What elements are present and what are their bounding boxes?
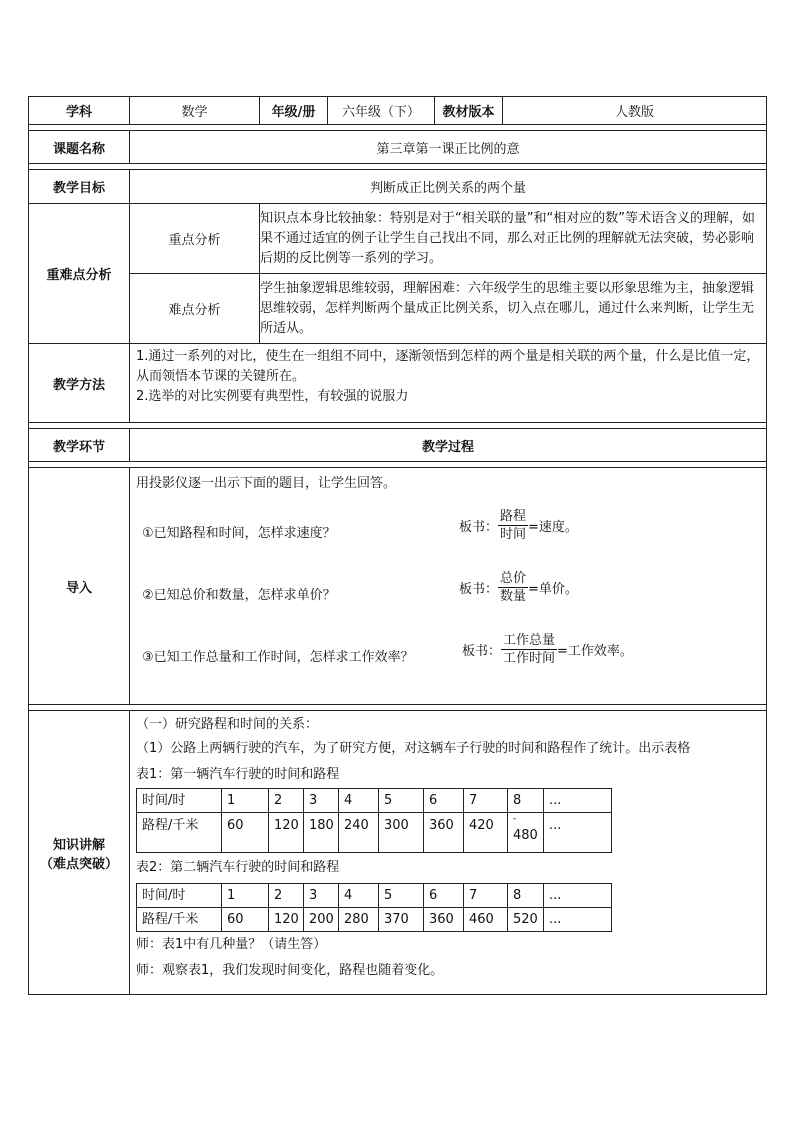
stacked-bottom: 480 [513,828,538,843]
board-label: 板书： [462,644,502,659]
fraction-2 [498,570,528,605]
lesson-row [29,131,767,164]
goal-value: 判断成正比例关系的两个量 [130,170,767,204]
subject-label: 学科 [29,97,130,125]
knowledge-content [130,711,767,995]
table-cell: 5 [379,789,424,813]
method-label: 教学方法 [29,344,130,423]
goal-label: 教学目标 [29,170,130,204]
table-cell: 7 [464,789,508,813]
data-table-2 [136,883,612,932]
table2-distance-row [137,908,612,932]
question-2-text: ②已知总价和数量，怎样求单价？ [142,588,336,603]
key-analysis-label: 重点分析 [130,204,260,274]
fraction-3 [501,632,557,667]
fraction-1-result: =速度。 [528,520,578,535]
table-cell: ... [544,908,612,932]
knowledge-heading: （一）研究路程和时间的关系： [136,717,319,732]
process-header-left: 教学环节 [29,429,130,462]
table-cell: 时间/时 [137,884,222,908]
table2-title: 表2：第二辆汽车行驶的时间和路程 [136,860,340,875]
knowledge-row [29,711,767,995]
lesson-title: 第三章第一课正比例的意 [130,131,767,164]
table-cell: 60 [222,813,269,853]
table-cell: 6 [424,884,464,908]
board-note-3 [462,632,633,667]
board-note-1 [459,508,578,543]
table-cell: 360 [424,813,464,853]
process-header-right: 教学过程 [130,429,767,462]
table-cell: 1 [222,789,269,813]
table-cell: 时间/时 [137,789,222,813]
table-cell-stacked [508,813,544,853]
table-cell: 路程/千米 [137,908,222,932]
intro-question-3 [136,624,760,686]
table-cell: 180 [304,813,339,853]
table-cell: 5 [379,884,424,908]
table-cell: 6 [424,789,464,813]
lesson-label: 课题名称 [29,131,130,164]
method-line-2: 2.选举的对比实例要有典型性，有较强的说服力 [136,389,409,404]
table-cell: 路程/千米 [137,813,222,853]
intro-lead: 用投影仪逐一出示下面的题目，让学生回答。 [136,476,397,491]
table-cell: ... [544,884,612,908]
table-cell: 460 [464,908,508,932]
table-cell: 8 [508,789,544,813]
analysis-label: 重难点分析 [29,204,130,344]
table-cell: 520 [508,908,544,932]
fraction-2-denominator: 数量 [500,589,527,604]
knowledge-label-sub: （难点突破） [39,856,118,872]
grade-value: 六年级（下） [328,97,435,125]
goal-row [29,170,767,204]
knowledge-intro: （1）公路上两辆行驶的汽车，为了研究方便，对这辆车子行驶的时间和路程作了统计。出示表格 [136,741,691,756]
key-analysis-row [29,204,767,274]
table1-distance-row [137,813,612,853]
table1-title: 表1：第一辆汽车行驶的时间和路程 [136,767,340,782]
fraction-3-result: =工作效率。 [557,644,633,659]
question-3-text: ③已知工作总量和工作时间，怎样求工作效率？ [142,650,414,665]
fraction-2-numerator: 总价 [500,571,527,586]
fraction-3-denominator: 工作时间 [503,651,556,666]
header-row [29,97,767,125]
table-cell: 420 [464,813,508,853]
method-text [130,344,767,423]
fraction-1-numerator: 路程 [500,509,527,524]
teacher-note: 师：观察表1，我们发现时间变化，路程也随着变化。 [136,963,444,978]
table-cell: 2 [269,884,304,908]
method-row [29,344,767,423]
teacher-question: 师：表1中有几种量？（请生答） [136,937,327,952]
intro-content [130,468,767,705]
table-cell: 4 [339,789,379,813]
table-cell: 3 [304,789,339,813]
method-line-1: 1.通过一系列的对比，使生在一组组不同中，逐渐领悟到怎样的两个量是相关联的两个量，什么是比值一定，从而领悟本节课的关键所在。 [136,349,760,384]
table-cell: 120 [269,813,304,853]
table-cell: 2 [269,789,304,813]
fraction-1 [498,508,528,543]
table-cell: 3 [304,884,339,908]
knowledge-label-main: 知识讲解 [52,837,105,853]
hard-analysis-text: 学生抽象逻辑思维较弱，理解困难：六年级学生的思维主要以形象思维为主，抽象逻辑思维较弱，怎样判断两个量成正比例关系，切入点在哪儿，通过什么来判断，让学生无所适从。 [260,274,767,344]
stacked-top: - [513,814,517,824]
table-cell: ... [544,813,612,853]
table-cell: 370 [379,908,424,932]
table2-time-row [137,884,612,908]
table-cell: ... [544,789,612,813]
fraction-1-denominator: 时间 [500,527,527,542]
process-header-row [29,429,767,462]
table-cell: 4 [339,884,379,908]
table-cell: 280 [339,908,379,932]
edition-label: 教材版本 [435,97,503,125]
edition-value: 人教版 [503,97,767,125]
table-cell: 7 [464,884,508,908]
hard-analysis-label: 难点分析 [130,274,260,344]
intro-label: 导入 [29,468,130,705]
fraction-2-result: =单价。 [528,582,578,597]
table-cell: 120 [269,908,304,932]
table-cell: 60 [222,908,269,932]
question-1-text: ①已知路程和时间，怎样求速度？ [142,526,336,541]
lesson-plan-table [28,96,767,995]
table-cell: 240 [339,813,379,853]
table-cell: 300 [379,813,424,853]
data-table-1 [136,788,612,853]
table-cell: 8 [508,884,544,908]
knowledge-label [29,711,130,995]
board-label: 板书： [459,520,499,535]
table-cell: 360 [424,908,464,932]
grade-label: 年级/册 [260,97,328,125]
board-note-2 [459,570,578,605]
intro-question-2 [136,562,760,624]
hard-analysis-row [29,274,767,344]
table-cell: 1 [222,884,269,908]
intro-row [29,468,767,705]
board-label: 板书： [459,582,499,597]
table1-time-row [137,789,612,813]
fraction-3-numerator: 工作总量 [503,633,556,648]
intro-question-1 [136,500,760,562]
subject-value: 数学 [130,97,260,125]
key-analysis-text: 知识点本身比较抽象：特别是对于“相关联的量”和“相对应的数”等术语含义的理解，如果不通过适宜的例子让学生自己找出不同，那么对正比例的理解就无法突破，势必影响后期的反比例等一系列的学习。 [260,204,767,274]
table-cell: 200 [304,908,339,932]
